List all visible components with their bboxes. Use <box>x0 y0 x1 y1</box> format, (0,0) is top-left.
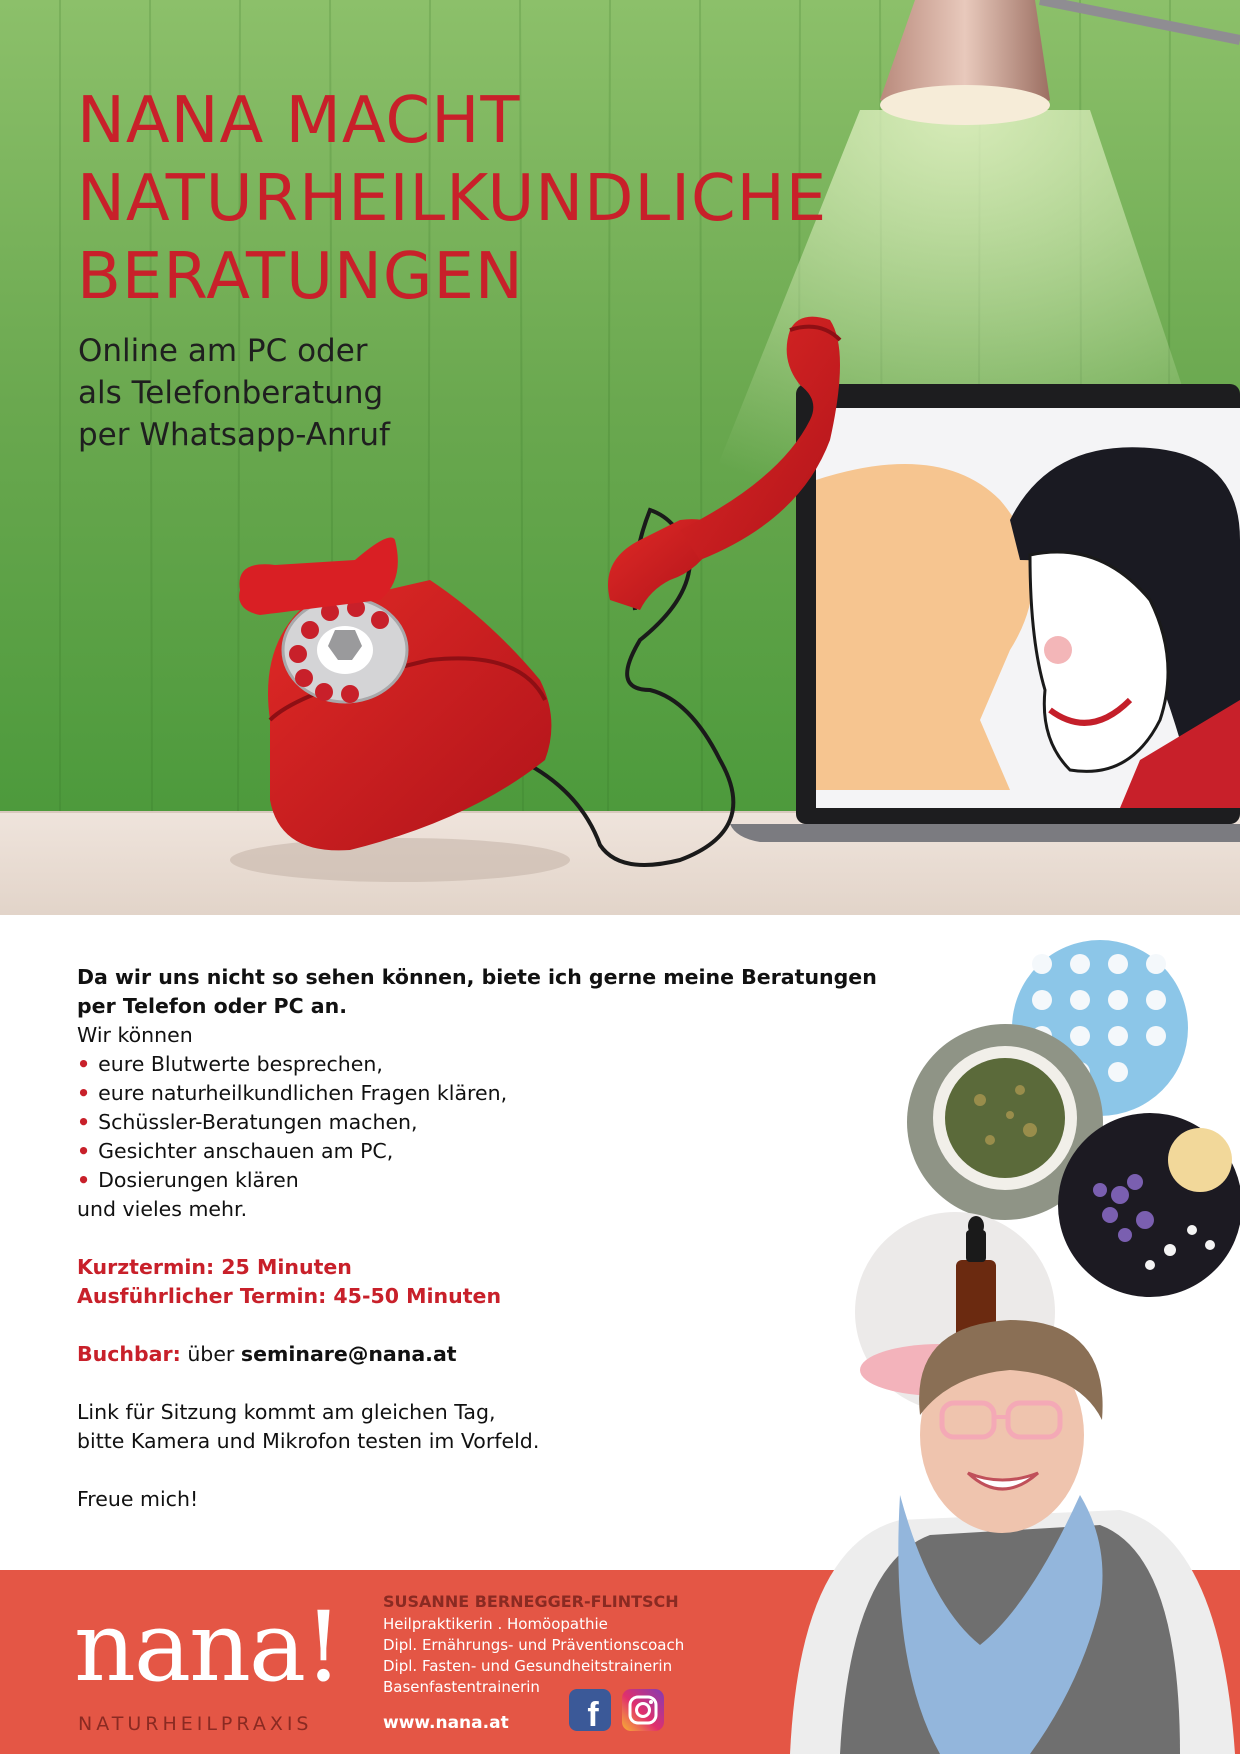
list-item-label: Schüssler-Beratungen machen, <box>98 1110 418 1134</box>
qualification-item: Basenfastentrainerin <box>383 1678 540 1696</box>
booking-line <box>77 1340 897 1369</box>
subheadline-line: Online am PC oder <box>78 333 368 369</box>
booking-via: über <box>187 1342 235 1366</box>
subheadline <box>78 330 390 456</box>
session-line: bitte Kamera und Mikrofon testen im Vorfeld. <box>77 1429 540 1453</box>
service-list <box>77 1050 897 1195</box>
bullet-icon: • <box>77 1052 91 1076</box>
qualifications <box>383 1614 684 1698</box>
facebook-icon[interactable] <box>569 1689 611 1731</box>
bullet-icon: • <box>77 1168 91 1192</box>
headline <box>77 82 977 316</box>
body-text <box>77 963 897 1514</box>
intro-line: per Telefon oder PC an. <box>77 994 347 1018</box>
list-item <box>77 1079 897 1108</box>
list-item-label: eure naturheilkundlichen Fragen klären, <box>98 1081 508 1105</box>
instagram-icon[interactable] <box>622 1689 664 1731</box>
intro-text <box>77 963 897 1021</box>
qualification-item: Dipl. Fasten- und Gesundheitstrainerin <box>383 1657 673 1675</box>
intro-line: Da wir uns nicht so sehen können, biete ich gerne meine Beratungen <box>77 965 877 989</box>
list-item-label: Gesichter anschauen am PC, <box>98 1139 394 1163</box>
long-appointment: Ausführlicher Termin: 45-50 Minuten <box>77 1284 502 1308</box>
closing-text: Freue mich! <box>77 1487 199 1511</box>
list-item <box>77 1137 897 1166</box>
headline-line: NANA MACHT <box>77 84 521 158</box>
lavender-photo <box>1058 1113 1240 1297</box>
practitioner-name: SUSANNE BERNEGGER-FLINTSCH <box>383 1592 679 1611</box>
list-item <box>77 1050 897 1079</box>
booking-email-link[interactable]: seminare@nana.at <box>240 1342 457 1366</box>
facebook-glyph: f <box>587 1696 599 1731</box>
bullet-icon: • <box>77 1110 91 1134</box>
headline-line: NATURHEILKUNDLICHE <box>77 162 828 236</box>
short-appointment: Kurztermin: 25 Minuten <box>77 1255 352 1279</box>
nana-logo: nana! <box>74 1591 341 1703</box>
bullet-icon: • <box>77 1139 91 1163</box>
headline-line: BERATUNGEN <box>77 240 524 314</box>
list-item <box>77 1166 897 1195</box>
list-item-label: Dosierungen klären <box>98 1168 299 1192</box>
list-item-label: eure Blutwerte besprechen, <box>98 1052 383 1076</box>
qualification-item: Dipl. Ernährungs- und Präventionscoach <box>383 1636 685 1654</box>
session-line: Link für Sitzung kommt am gleichen Tag, <box>77 1400 496 1424</box>
tail-text: und vieles mehr. <box>77 1197 248 1221</box>
list-item <box>77 1108 897 1137</box>
lead-text: Wir können <box>77 1023 193 1047</box>
website-link[interactable]: www.nana.at <box>383 1713 509 1733</box>
subheadline-line: per Whatsapp-Anruf <box>78 417 390 453</box>
practitioner-portrait <box>780 1305 1240 1754</box>
qualification-item: Heilpraktikerin . Homöopathie <box>383 1615 608 1633</box>
bullet-icon: • <box>77 1081 91 1105</box>
logo-subtitle: NATURHEILPRAXIS <box>78 1713 313 1735</box>
booking-label: Buchbar: <box>77 1342 181 1366</box>
subheadline-line: als Telefonberatung <box>78 375 384 411</box>
